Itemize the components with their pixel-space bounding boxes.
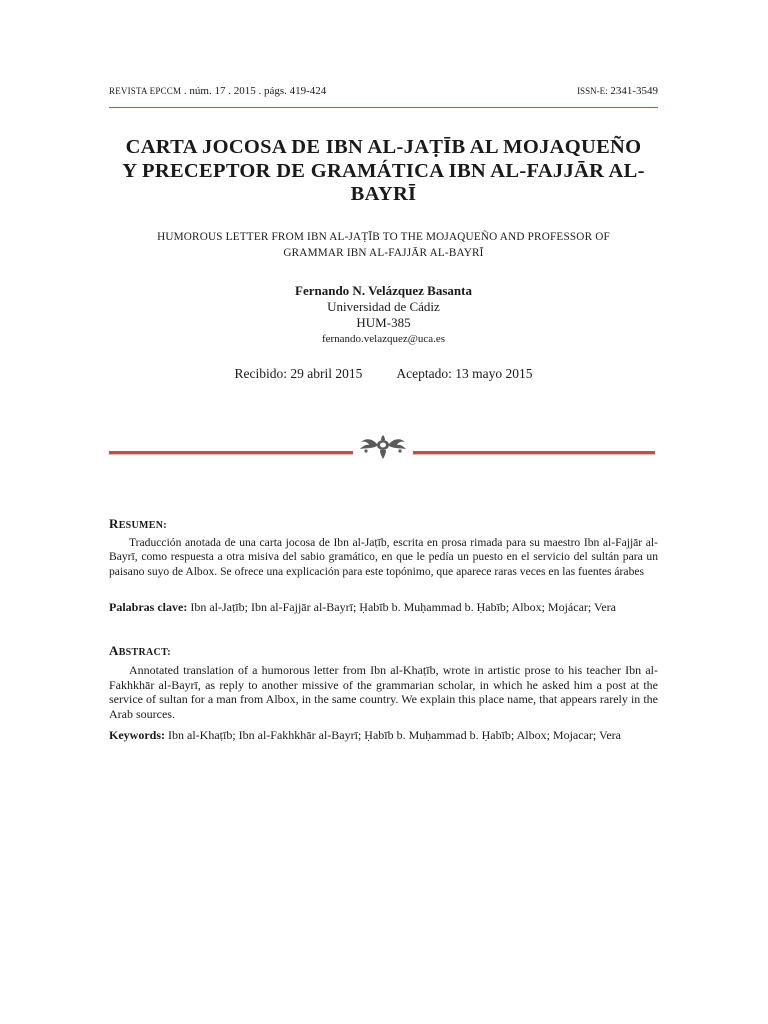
subtitle-line-1: HUMOROUS LETTER FROM IBN AL-JAṬĪB TO THE MOJAQUEÑO AND PROFESSOR OF: [157, 231, 610, 243]
dates-line: [109, 366, 658, 382]
author-block: [109, 283, 658, 347]
issn-header: [577, 85, 658, 97]
issn-label: ISSN-E:: [577, 86, 608, 96]
journal-issue: . núm. 17 . 2015 . págs. 419-424: [181, 85, 327, 97]
author-group: HUM-385: [356, 315, 411, 330]
title-line-3: BAYRĪ: [350, 183, 417, 205]
divider-bar-right: [413, 451, 655, 454]
resumen-text: Traducción anotada de una carta jocosa de Ibn al-Jaṭīb, escrita en prosa rimada para su maestro Ibn al-Fajjār al-Bayrī, como respuesta a otra misiva del sabio gramático, en que le pedía un puesto en el servicio del sultán para un paisano suyo de Albox. Se ofrece una explicación para este topónimo, que aparece raras veces en las fuentes árabes: [109, 536, 658, 578]
palabras-clave-list: Ibn al-Jaṭīb; Ibn al-Fajjār al-Bayrī; Ḥabīb b. Muḥammad b. Ḥabīb; Albox; Mojácar; Vera: [187, 600, 616, 614]
abstract-heading: ABSTRACT:: [109, 643, 171, 658]
palabras-clave: [109, 600, 658, 615]
article-title: [109, 136, 658, 207]
author-email: fernando.velazquez@uca.es: [321, 333, 446, 345]
floral-ornament-icon: [356, 432, 410, 460]
resumen-heading: RESUMEN:: [109, 516, 167, 531]
keywords: [109, 728, 658, 743]
accepted-date: Aceptado: 13 mayo 2015: [396, 366, 533, 381]
palabras-clave-label: Palabras clave:: [109, 600, 188, 614]
received-date: Recibido: 29 abril 2015: [234, 366, 363, 381]
keywords-list: Ibn al-Khaṭīb; Ibn al-Fakhkhār al-Bayrī; Ḥabīb b. Muḥammad b. Ḥabīb; Albox; Mojacar; Vera: [165, 728, 621, 742]
subtitle-line-2: GRAMMAR IBN AL-FAJJĀR AL-BAYRĪ: [283, 247, 484, 259]
title-line-1: CARTA JOCOSA DE IBN AL-JAṬĪB AL MOJAQUEÑO: [125, 136, 642, 158]
title-line-2: Y PRECEPTOR DE GRAMÁTICA IBN AL-FAJJĀR AL-: [122, 159, 645, 182]
journal-header: [109, 85, 326, 97]
issn-number: 2341-3549: [607, 85, 658, 97]
keywords-label: Keywords:: [109, 728, 165, 742]
author-name: Fernando N. Velázquez Basanta: [295, 283, 472, 298]
author-affiliation: Universidad de Cádiz: [327, 299, 440, 314]
header-divider: [109, 107, 658, 108]
divider-bar-left: [109, 451, 353, 454]
article-subtitle: [120, 229, 647, 261]
journal-name: REVISTA EPCCM: [109, 86, 182, 96]
abstract-text: Annotated translation of a humorous letter from Ibn al-Khaṭīb, wrote in artistic prose to his teacher Ibn al-Fakhkhār al-Bayrī, as reply to another missive of the grammarian scholar, in which he asked him a post at the service of sultan for a man from Albox, in the same country. We explain this place name, that appears rarely in the Arab sources.: [109, 663, 658, 721]
